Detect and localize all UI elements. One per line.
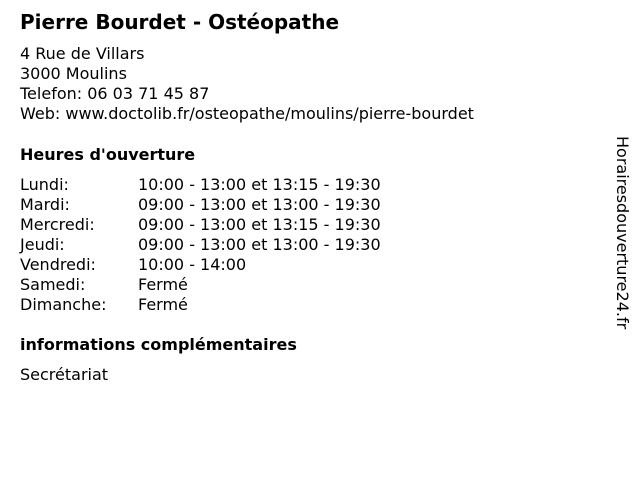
address-block — [20, 44, 474, 124]
page-title: Pierre Bourdet - Ostéopathe — [20, 10, 340, 34]
day-label: Mardi: — [20, 195, 70, 214]
hours-row-tuesday — [20, 195, 381, 215]
day-label: Jeudi: — [20, 235, 65, 254]
phone-number: Telefon: 06 03 71 45 87 — [20, 84, 210, 103]
hours-value: Fermé — [138, 275, 188, 294]
hours-value: 10:00 - 13:00 et 13:15 - 19:30 — [138, 175, 381, 194]
address-city: 3000 Moulins — [20, 64, 127, 83]
additional-info-text: Secrétariat — [20, 365, 109, 384]
site-watermark: Horairesdouverture24.fr — [613, 136, 632, 330]
hours-row-friday — [20, 255, 381, 275]
hours-row-wednesday — [20, 215, 381, 235]
hours-value: 10:00 - 14:00 — [138, 255, 247, 274]
additional-info-heading: informations complémentaires — [20, 335, 297, 354]
day-label: Vendredi: — [20, 255, 96, 274]
hours-value: Fermé — [138, 295, 188, 314]
hours-value: 09:00 - 13:00 et 13:15 - 19:30 — [138, 215, 381, 234]
opening-hours-heading: Heures d'ouverture — [20, 145, 196, 164]
day-label: Mercredi: — [20, 215, 95, 234]
day-label: Lundi: — [20, 175, 69, 194]
day-label: Dimanche: — [20, 295, 107, 314]
hours-row-sunday — [20, 295, 381, 315]
day-label: Samedi: — [20, 275, 86, 294]
hours-row-saturday — [20, 275, 381, 295]
hours-value: 09:00 - 13:00 et 13:00 - 19:30 — [138, 195, 381, 214]
opening-hours-table — [20, 175, 381, 315]
hours-row-thursday — [20, 235, 381, 255]
address-street: 4 Rue de Villars — [20, 44, 145, 63]
hours-value: 09:00 - 13:00 et 13:00 - 19:30 — [138, 235, 381, 254]
hours-row-monday — [20, 175, 381, 195]
website-url: Web: www.doctolib.fr/osteopathe/moulins/pierre-bourdet — [20, 104, 474, 123]
